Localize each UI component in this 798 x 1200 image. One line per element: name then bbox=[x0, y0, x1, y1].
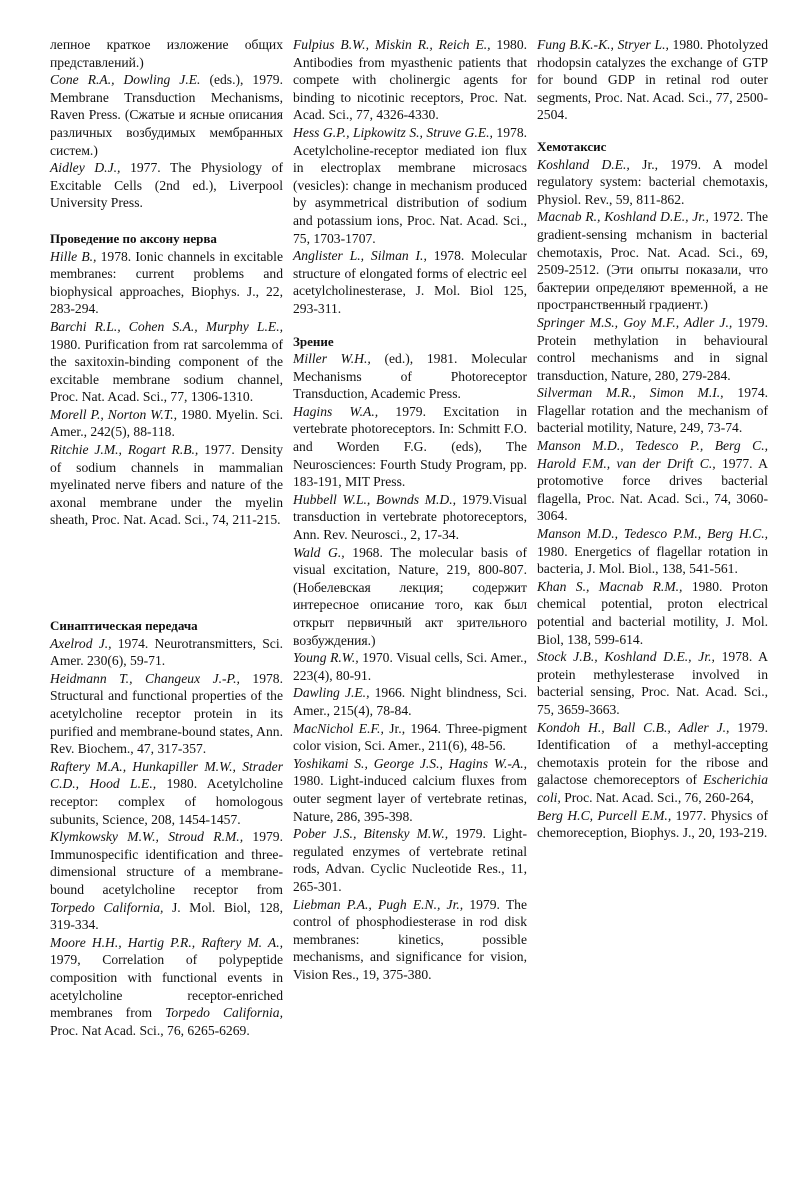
reference-entry: Axelrod J., 1974. Neurotransmitters, Sci. Amer. 230(6), 59-71. bbox=[50, 635, 283, 669]
spacer bbox=[537, 124, 768, 138]
reference-entry: Pober J.S., Bitensky M.W., 1979. Light-regulated enzymes of vertebrate retinal rods, Advan. Cyclic Nucleotide Res., 11, 265-301. bbox=[293, 826, 527, 894]
reference-entry: Ritchie J.M., Rogart R.B., 1977. Density of sodium channels in mammalian myelinated nerve fibers and nature of the axonal membrane under the myelin sheath, Proc. Nat. Acad. Sci., 74, 211-215. bbox=[50, 442, 284, 528]
spacer bbox=[293, 318, 527, 333]
reference-entry: Springer M.S., Goy M.F., Adler J., 1979. Protein methylation in behavioural control mechanisms and in signal transduction, Nature, 280, 279-284. bbox=[537, 314, 769, 383]
reference-entry: Fulpius B.W., Miskin R., Reich E., 1980. Antibodies from myasthenic patients that compete with cholinergic agents for binding to nicotinic receptors, Proc. Nat. Acad. Sci., 77, 4326-4330. bbox=[293, 37, 528, 123]
reference-entry: Barchi R.L., Cohen S.A., Murphy L.E., 1980. Purification from rat sarcolemma of the saxitoxin-binding component of the excitable membrane sodium channel, Proc. Nat. Acad. Sci., 77, 1306-1310. bbox=[50, 318, 283, 405]
reference-entry: Hagins W.A., 1979. Excitation in vertebrate photoreceptors. In: Schmitt F.O. and Worden F.G. (eds), The Neurosciences: Fourth Study Program, pp. 183-191, MIT Press. bbox=[293, 403, 528, 490]
reference-entry: Liebman P.A., Pugh E.N., Jr., 1979. The control of phosphodiesterase in rod disk membranes: kinetics, possible mechanisms, and significance for vision, Vision Res., 19, 375-380. bbox=[293, 896, 527, 982]
reference-entry: Cone R.A., Dowling J.E. (eds.), 1979. Membrane Transduction Mechanisms, Raven Press. (Сжатые и ясные описания различных возбудимых мембранных систем.) bbox=[50, 72, 284, 158]
reference-entry: Wald G., 1968. The molecular basis of visual excitation, Nature, 219, 800-807. (Нобелевская лекция; содержит интересное описание того, как был открыт первичный акт зрительного возбуждения.) bbox=[293, 544, 528, 648]
reference-entry: Khan S., Macnab R.M., 1980. Proton chemical potential, proton electrical potential and bacterial motility, J. Mol. Biol, 138, 599-614. bbox=[537, 578, 768, 647]
reference-entry: Klymkowsky M.W., Stroud R.M., 1979. Immunospecific identification and three-dimensional structure of a membrane-bound acetylcholine receptor from Torpedo California, J. Mol. Biol, 128, 319-334. bbox=[50, 829, 284, 933]
reference-entry: Young R.W., 1970. Visual cells, Sci. Amer., 223(4), 80-91. bbox=[293, 650, 527, 683]
reference-entry: Morell P., Norton W.T., 1980. Myelin. Sci. Amer., 242(5), 88-118. bbox=[50, 406, 283, 440]
section-heading-vision: Зрение bbox=[293, 333, 334, 349]
reference-entry: Raftery M.A., Hunkapiller M.W., Strader C.D., Hood L.E., 1980. Acetylcholine receptor: complex of homologous subunits, Science, 208, 1454-1457. bbox=[50, 758, 283, 827]
reference-entry: Manson M.D., Tedesco P., Berg C., Harold F.M., van der Drift C., 1977. A protomotive force drives bacterial flagella, Proc. Nat. Acad. Sci., 74, 3060-3064. bbox=[537, 438, 768, 524]
spacer bbox=[50, 212, 283, 230]
reference-entry: Fung B.K.-K., Stryer L., 1980. Photolyzed rhodopsin catalyzes the exchange of GTP for bound GDP in retinal rod outer segments, Proc. Nat. Acad. Sci., 77, 2500-2504. bbox=[537, 37, 768, 123]
section-heading-synaptic: Синаптическая передача bbox=[50, 618, 198, 634]
section-heading-chemotaxis: Хемотаксис bbox=[537, 138, 607, 154]
reference-entry: лепное краткое изложение общих представлений.) bbox=[50, 37, 283, 70]
column-middle bbox=[293, 36, 527, 983]
reference-entry: Silverman M.R., Simon M.I., 1974. Flagellar rotation and the mechanism of bacterial motility, Nature, 249, 73-74. bbox=[537, 385, 769, 436]
reference-entry: Moore H.H., Hartig P.R., Raftery M. A., 1979, Correlation of polypeptide composition with functional events in acetylcholine receptor-enriched membranes from Torpedo California, Proc. Nat Acad. Sci., 76, 6265-6269. bbox=[50, 934, 283, 1038]
reference-entry: Manson M.D., Tedesco P.M., Berg H.C., 1980. Energetics of flagellar rotation in bacteria, J. Mol. Biol., 138, 541-561. bbox=[537, 526, 768, 577]
reference-entry: Hille B., 1978. Ionic channels in excitable membranes: current problems and biophysical approaches, Biophys. J., 22, 283-294. bbox=[50, 248, 283, 317]
reference-entry: Yoshikami S., George J.S., Hagins W.-A., 1980. Light-induced calcium fluxes from outer segment layer of vertebrate retinas, Nature, 286, 395-398. bbox=[293, 755, 527, 824]
reference-entry: Koshland D.E., Jr., 1979. A model regulatory system: bacterial chemotaxis, Physiol. Rev., 59, 811-862. bbox=[537, 156, 768, 207]
reference-entry: Macnab R., Koshland D.E., Jr., 1972. The gradient-sensing mchanism in bacterial chemotaxis, Proc. Nat. Acad. Sci., 69, 2509-2512. (Эти опыты показали, что бактерии определяют временной, а не пространственный градиент.) bbox=[537, 209, 768, 313]
column-right bbox=[537, 36, 768, 842]
reference-entry: Hubbell W.L., Bownds M.D., 1979.Visual transduction in vertebrate photoreceptors, Ann. Rev. Neurosci., 2, 17-34. bbox=[293, 491, 527, 543]
spacer bbox=[50, 529, 283, 617]
reference-entry: Heidmann T., Changeux J.-P., 1978. Structural and functional properties of the acetylcholine receptor protein in its purified and membrane-bound states, Ann. Rev. Biochem., 47, 317-357. bbox=[50, 670, 283, 757]
reference-entry: Stock J.B., Koshland D.E., Jr., 1978. A protein methylesterase involved in bacterial sensing, Proc. Nat. Acad. Sci., 75, 3659-3663. bbox=[537, 649, 768, 717]
reference-entry: Berg H.C, Purcell E.M., 1977. Physics of chemoreception, Biophys. J., 20, 193-219. bbox=[537, 807, 768, 841]
reference-entry: MacNichol E.F., Jr., 1964. Three-pigment color vision, Sci. Amer., 211(6), 48-56. bbox=[293, 720, 527, 754]
reference-entry: Dawling J.E., 1966. Night blindness, Sci. Amer., 215(4), 78-84. bbox=[293, 685, 528, 718]
reference-entry: Aidley D.J., 1977. The Physiology of Excitable Cells (2nd ed.), Liverpool University Press. bbox=[50, 160, 283, 211]
reference-entry: Anglister L., Silman I., 1978. Molecular structure of elongated forms of electric eel acetylcholinesterase, J. Mol. Biol 125, 293-311. bbox=[293, 248, 527, 316]
reference-entry: Kondoh H., Ball C.B., Adler J., 1979. Identification of a methyl-accepting chemotaxis protein for the ribose and galactose chemoreceptors of Escherichia coli, Proc. Nat. Acad. Sci., 76, 260-264, bbox=[537, 719, 768, 805]
column-left bbox=[50, 36, 283, 1039]
section-heading-axon: Проведение по аксону нерва bbox=[50, 230, 217, 246]
reference-entry: Hess G.P., Lipkowitz S., Struve G.E., 1978. Acetylcholine-receptor mediated ion flux in electroplax membrane microsacs (vesicles): change in mechanism produced by asymmetrical distribution of sodium and potassium ions, Proc. Nat. Acad. Sci., 75, 1703-1707. bbox=[293, 124, 528, 246]
reference-entry: Miller W.H., (ed.), 1981. Molecular Mechanisms of Photoreceptor Transduction, Academic Press. bbox=[293, 351, 527, 402]
